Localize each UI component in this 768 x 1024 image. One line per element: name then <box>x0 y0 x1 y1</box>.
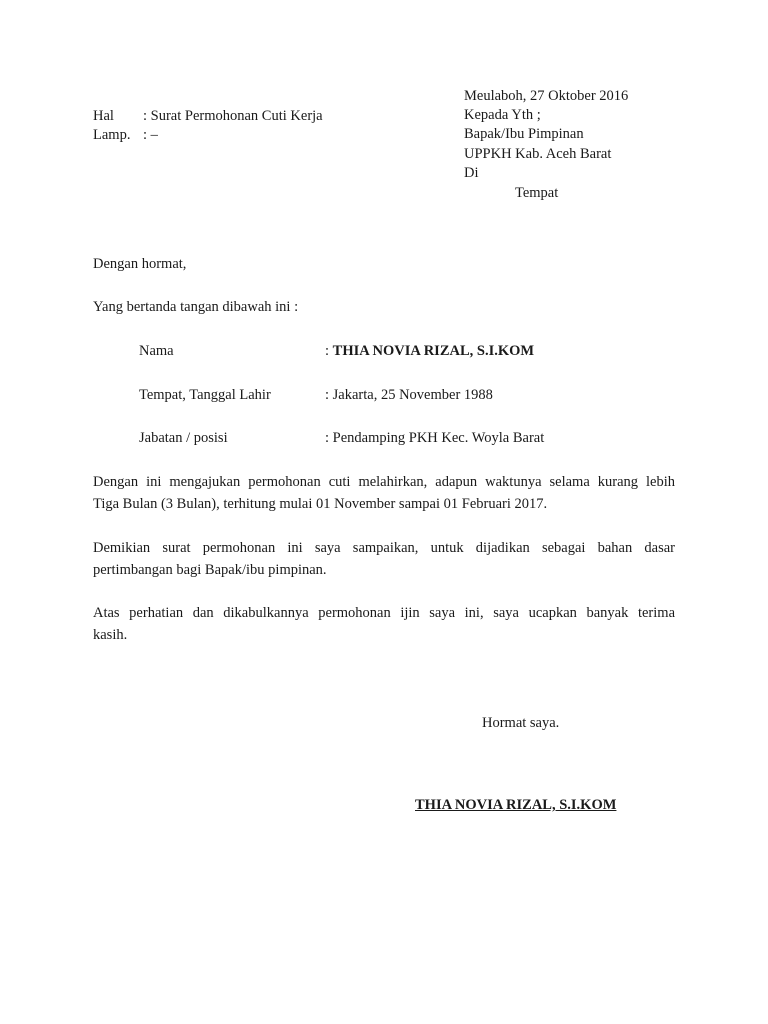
paragraph-conclusion <box>93 537 675 581</box>
intro-text: Yang bertanda tangan dibawah ini : <box>93 299 299 315</box>
identity-value-birth: : Jakarta, 25 November 1988 <box>325 387 493 403</box>
attachment-label: Lamp. <box>93 127 131 143</box>
subject-label: Hal <box>93 108 114 124</box>
recipient-place: Tempat <box>515 185 559 201</box>
paragraph-request <box>93 471 675 515</box>
salutation: Dengan hormat, <box>93 256 187 272</box>
identity-value-position: : Pendamping PKH Kec. Woyla Barat <box>325 430 545 446</box>
identity-label-name: Nama <box>139 343 174 359</box>
signer-name: THIA NOVIA RIZAL, S.I.KOM <box>415 797 617 813</box>
paragraph-request-line-2: Tiga Bulan (3 Bulan), terhitung mulai 01 November sampai 01 Februari 2017. <box>93 496 548 512</box>
identity-label-position: Jabatan / posisi <box>139 430 228 446</box>
attachment-value: : – <box>143 127 158 143</box>
identity-label-birth: Tempat, Tanggal Lahir <box>139 387 271 403</box>
paragraph-thanks-line-1: Atas perhatian dan dikabulkannya permohonan ijin saya ini, saya ucapkan banyak terima <box>93 605 675 621</box>
paragraph-conclusion-line-2: pertimbangan bagi Bapak/ibu pimpinan. <box>93 562 327 578</box>
paragraph-thanks <box>93 602 675 646</box>
paragraph-request-line-1: Dengan ini mengajukan permohonan cuti melahirkan, adapun waktunya selama kurang lebih <box>93 474 675 490</box>
paragraph-thanks-line-2: kasih. <box>93 627 128 643</box>
recipient-name: Bapak/Ibu Pimpinan <box>464 126 584 142</box>
identity-value-name: : THIA NOVIA RIZAL, S.I.KOM <box>325 343 535 359</box>
identity-name-bold: THIA NOVIA RIZAL, S.I.KOM <box>332 343 535 359</box>
recipient-di: Di <box>464 165 479 181</box>
paragraph-conclusion-line-1: Demikian surat permohonan ini saya sampaikan, untuk dijadikan sebagai bahan dasar <box>93 540 675 556</box>
letter-date: Meulaboh, 27 Oktober 2016 <box>464 88 629 104</box>
recipient-organization: UPPKH Kab. Aceh Barat <box>464 146 612 162</box>
closing-regards: Hormat saya. <box>482 715 560 731</box>
subject-value: : Surat Permohonan Cuti Kerja <box>143 108 323 124</box>
recipient-salutation: Kepada Yth ; <box>464 107 541 123</box>
